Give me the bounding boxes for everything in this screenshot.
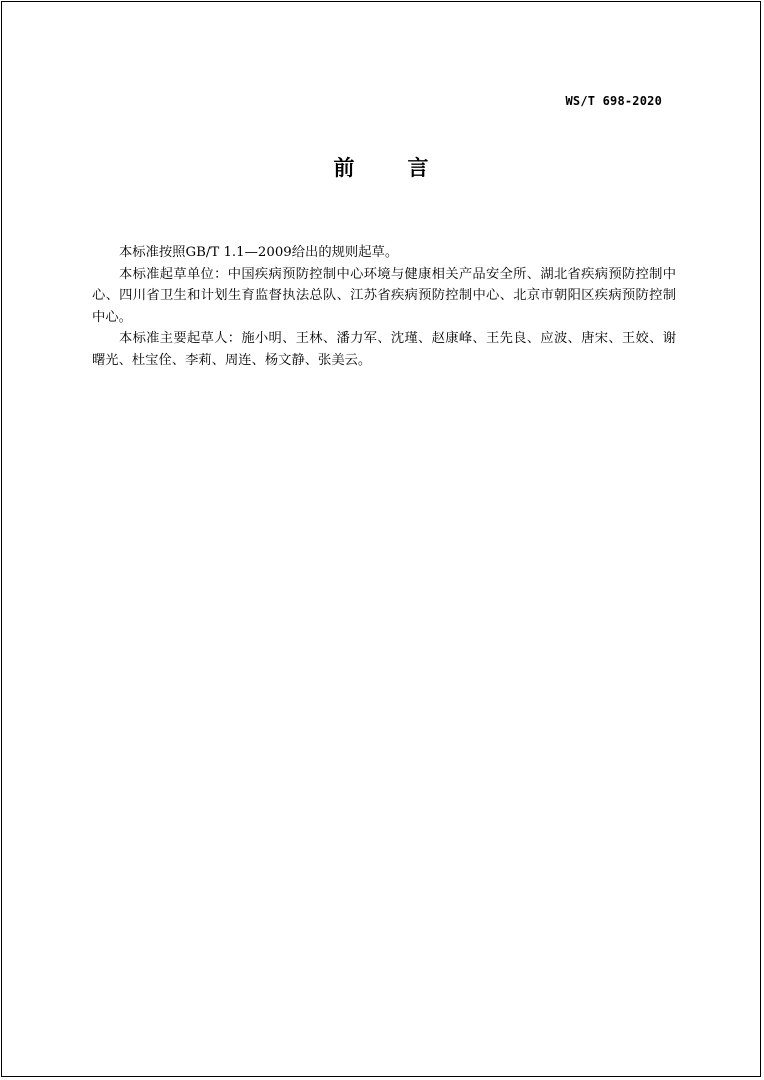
standard-code: WS/T 698-2020 — [565, 94, 662, 108]
document-page — [1, 1, 761, 1077]
page-title: 前 言 — [333, 156, 445, 180]
paragraph-drafting-rules: 本标准按照GB/T 1.1—2009给出的规则起草。 — [119, 245, 399, 260]
foreword-body — [92, 242, 676, 372]
paragraph-drafting-units: 本标准起草单位：中国疾病预防控制中心环境与健康相关产品安全所、湖北省疾病预防控制中心、四川省卫生和计划生育监督执法总队、江苏省疾病预防控制中心、北京市朝阳区疾病预防控制中心。 — [92, 266, 676, 325]
paragraph-drafters: 本标准主要起草人：施小明、王林、潘力军、沈瑾、赵康峰、王先良、应波、唐宋、王姣、谢曙光、杜宝佺、李莉、周连、杨文静、张美云。 — [92, 331, 676, 368]
